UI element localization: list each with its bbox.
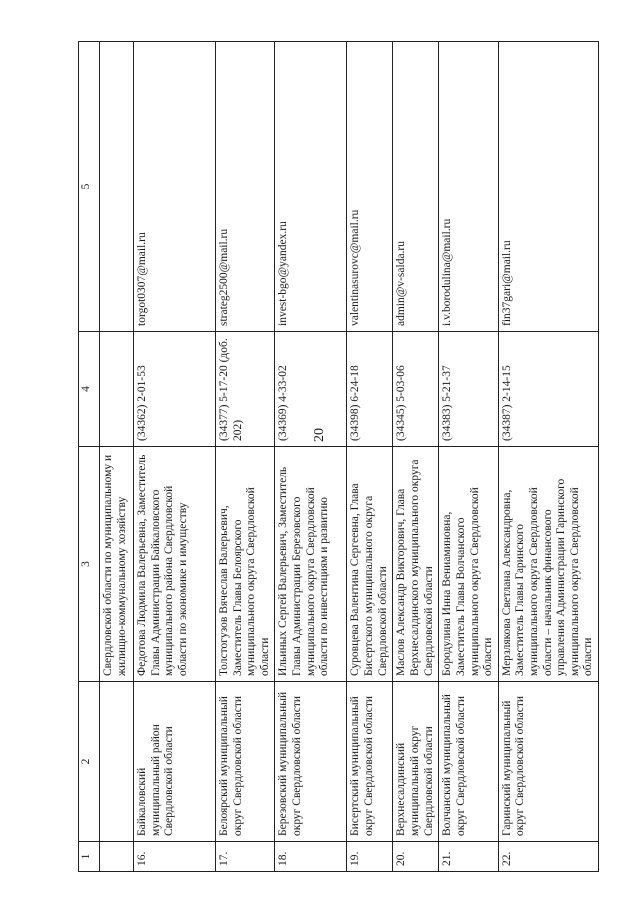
table-row bbox=[347, 42, 393, 872]
table-row bbox=[275, 42, 347, 872]
rotated-table-container bbox=[78, 42, 628, 872]
row-number: 20. bbox=[393, 842, 439, 872]
table-row bbox=[393, 42, 439, 872]
phone-cell: (34362) 2-01-53 bbox=[134, 332, 216, 447]
contact-cell: Ильиных Сергей Валерьевич, Заместитель Главы Администрации Березовского муниципального округа Свердловской области по инвестициям и развитию bbox=[275, 447, 347, 682]
email-cell: fin37gari@mail.ru bbox=[498, 42, 598, 332]
row-number: 18. bbox=[275, 842, 347, 872]
municipality-cell: Бисертский муниципальный округ Свердловской области bbox=[347, 682, 393, 842]
header-row bbox=[79, 42, 100, 872]
email-cell: valentinasurovc@mail.ru bbox=[347, 42, 393, 332]
contact-cell: Бородулина Инна Вениаминовна, Заместитель Главы Волчанского муниципального округа Свердловской области bbox=[439, 447, 498, 682]
phone-cell: (34383) 5-21-37 bbox=[439, 332, 498, 447]
continuation-row bbox=[100, 42, 134, 872]
phone-cell: (34398) 6-24-18 bbox=[347, 332, 393, 447]
header-cell-2: 2 bbox=[79, 682, 100, 842]
continuation-contact: Свердловской области по муниципальному и жилищно-коммунальному хозяйству bbox=[100, 447, 134, 682]
table-row bbox=[439, 42, 498, 872]
row-number: 22. bbox=[498, 842, 598, 872]
contact-cell: Федотова Людмила Валерьевна, Заместитель Главы Администрации Байкаловского муниципального района Свердловской области по экономике и имуществу bbox=[134, 447, 216, 682]
phone-cell: (34387) 2-14-15 bbox=[498, 332, 598, 447]
header-cell-1: 1 bbox=[79, 842, 100, 872]
email-cell: strateg2500@mail.ru bbox=[216, 42, 275, 332]
continuation-municipality bbox=[100, 682, 134, 842]
continuation-email bbox=[100, 42, 134, 332]
continuation-phone bbox=[100, 332, 134, 447]
contacts-table bbox=[78, 41, 599, 872]
header-cell-4: 4 bbox=[79, 332, 100, 447]
contact-cell: Мерзлякова Светлана Александровна, Заместитель Главы Гаринского муниципального округа Свердловской области – начальник финансового управления Администрации Гаринского муниципального округа Свердловской области bbox=[498, 447, 598, 682]
row-number: 21. bbox=[439, 842, 498, 872]
email-cell: torgot0307@mail.ru bbox=[134, 42, 216, 332]
municipality-cell: Волчанский муниципальный округ Свердловской области bbox=[439, 682, 498, 842]
municipality-cell: Верхнесалдинский муниципальный округ Свердловской области bbox=[393, 682, 439, 842]
phone-cell: (34369) 4-33-02 bbox=[275, 332, 347, 447]
municipality-cell: Гаринский муниципальный округ Свердловской области bbox=[498, 682, 598, 842]
row-number: 17. bbox=[216, 842, 275, 872]
email-cell: invest-bgo@yandex.ru bbox=[275, 42, 347, 332]
table-row bbox=[498, 42, 598, 872]
contact-cell: Толстогузов Вячеслав Валерьевич, Заместитель Главы Белоярского муниципального округа Свердловской области bbox=[216, 447, 275, 682]
contact-cell: Суровцева Валентина Сергеевна, Глава Бисертского муниципального округа Свердловской области bbox=[347, 447, 393, 682]
municipality-cell: Березовский муниципальный округ Свердловской области bbox=[275, 682, 347, 842]
table-row bbox=[134, 42, 216, 872]
email-cell: i.v.borodulina@mail.ru bbox=[439, 42, 498, 332]
page-number: 20 bbox=[312, 428, 327, 442]
continuation-no bbox=[100, 842, 134, 872]
row-number: 16. bbox=[134, 842, 216, 872]
row-number: 19. bbox=[347, 842, 393, 872]
phone-cell: (34345) 5-03-06 bbox=[393, 332, 439, 447]
header-cell-5: 5 bbox=[79, 42, 100, 332]
table-row bbox=[216, 42, 275, 872]
municipality-cell: Белоярский муниципальный округ Свердловской области bbox=[216, 682, 275, 842]
header-cell-3: 3 bbox=[79, 447, 100, 682]
phone-cell: (34377) 5-17-20 (доб. 202) bbox=[216, 332, 275, 447]
email-cell: admin@v-salda.ru bbox=[393, 42, 439, 332]
municipality-cell: Байкаловский муниципальный район Свердловской области bbox=[134, 682, 216, 842]
contact-cell: Маслов Александр Викторович, Глава Верхнесалдинского муниципального округа Свердловской области bbox=[393, 447, 439, 682]
